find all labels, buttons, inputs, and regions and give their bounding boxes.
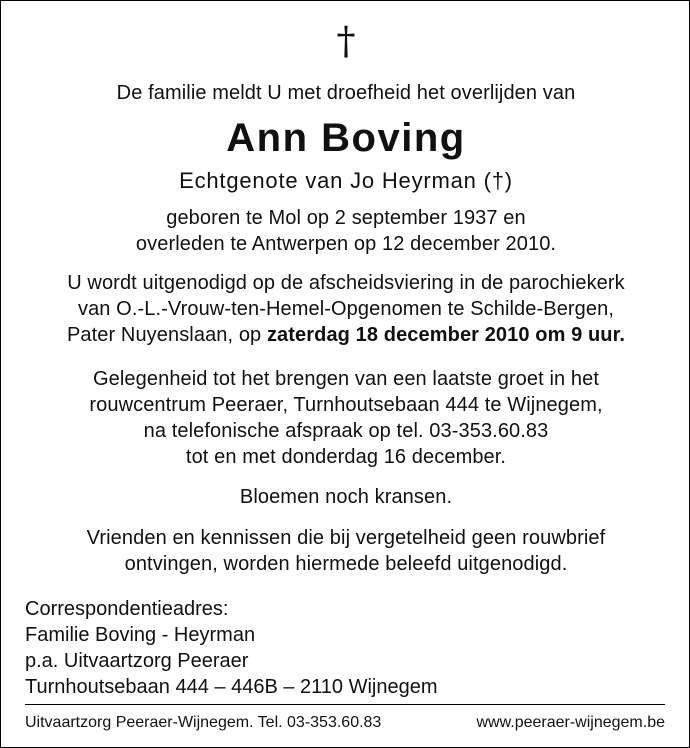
ceremony-address: Pater Nuyenslaan, op [66,324,267,346]
spouse-text: Echtgenote van Jo Heyrman (†) [179,168,513,193]
footer-funeral-home: Uitvaartzorg Peeraer-Wijnegem. Tel. 03-353.60.83 [25,714,382,731]
deceased-name: Ann Boving [226,116,466,160]
ceremony-line-2: van O.-L.-Vrouw-ten-Hemel-Opgenomen te Schilde-Bergen, [77,298,614,320]
visitation-line-4: tot en met donderdag 16 december. [185,446,507,468]
cross-icon: † [336,19,356,63]
ceremony-date: zaterdag 18 december 2010 om 9 uur. [266,324,626,346]
birth-text: geboren te Mol op 2 september 1937 en [166,207,526,229]
ceremony-line-1: U wordt uitgenodigd op de afscheidsviering in de parochiekerk [67,272,625,294]
ceremony-line-3 [1,323,690,347]
correspondence-heading: Correspondentieadres: [25,598,229,620]
correspondence-care-of: p.a. Uitvaartzorg Peeraer [25,650,249,672]
visitation-line-1: Gelegenheid tot het brengen van een laatste groet in het [93,368,599,390]
footer-divider [25,704,665,705]
footer-website: www.peeraer-wijnegem.be [476,714,665,731]
visitation-line-3: na telefonische afspraak op tel. 03-353.60.83 [143,420,549,442]
intro-text: De familie meldt U met droefheid het overlijden van [116,82,576,104]
correspondence-family: Familie Boving - Heyrman [25,624,256,646]
death-text: overleden te Antwerpen op 12 december 2010. [135,233,557,255]
visitation-line-2: rouwcentrum Peeraer, Turnhoutsebaan 444 te Wijnegem, [89,394,603,416]
correspondence-address: Turnhoutsebaan 444 – 446B – 2110 Wijnegem [25,676,438,698]
friends-line-2: ontvingen, worden hiermede beleefd uitgenodigd. [124,553,568,575]
flowers-text: Bloemen noch kransen. [239,486,453,508]
friends-line-1: Vrienden en kennissen die bij vergetelheid geen rouwbrief [86,527,606,549]
